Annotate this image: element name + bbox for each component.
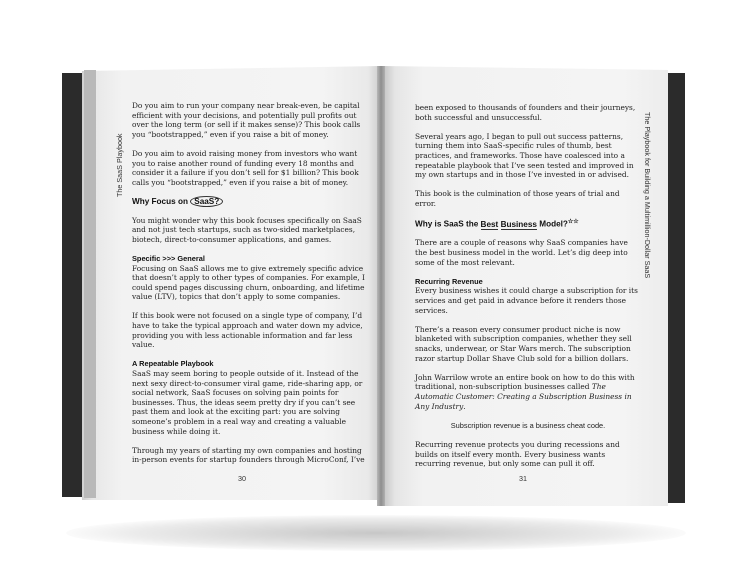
heading-text: Model? [536,219,568,229]
star-doodle-icon: ☆☆ [567,219,579,226]
book-gutter [377,66,385,506]
paragraph: If this book were not focused on a single type of company, I’d have to take the typical approach and water down my advice, providing you with less actionable information and far less value. [132,311,363,350]
paragraph: There’s a reason every consumer product niche is now blanketed with subscription companies, whether they sell snacks, underwear, or Star Wars merch. The subscription razor startup Dollar Shave Club sold for a billion dollars. [415,324,632,363]
paragraph: SaaS may seem boring to people outside of it. Instead of the next sexy direct-to-consumer viral game, ride-sharing app, or social network, SaaS focuses on solving pain points for businesses. Thus, the ideas seem pretty dry if you can’t see past them and look at the exciting part: you are solving someone’s problem in a real way and creating a valuable business while doing it. [132,369,363,436]
paragraph-text: . [463,401,466,411]
book-title: The Automatic Customer: Creating a Subscription Business in Any Industry [415,382,632,411]
paragraph: Do you aim to run your company near break-even, be capital efficient with your decisions, and potentially pull profits out over the long term (or sell if it makes sense)? This book calls you “bootstrapped,” even if you raise a bit of money. [132,101,361,139]
left-page-text [132,101,372,475]
paragraph [415,373,641,411]
paragraph: Recurring revenue protects you during recessions and builds on itself every month. Every business wants recurring revenue, but only some can pull it off. [415,439,620,469]
subheading: Recurring Revenue [415,276,483,286]
paragraph: Focusing on SaaS allows me to give extremely specific advice that doesn’t apply to other types of companies. For example, I could spend pages discussing churn, onboarding, and lifetime value (LTV), topics that don’t apply to some companies. [132,263,365,302]
right-page-text [415,103,641,478]
paragraph: been exposed to thousands of founders and their journeys, both successful and unsuccessful. [415,103,636,122]
paragraph: Through my years of starting my own companies and hosting in-person events for startup founders through MicroConf, I’ve [132,445,365,465]
left-page-number: 30 [238,474,246,483]
paragraph: Every business wishes it could charge a subscription for its services and get paid in advance before it renders those services. [415,286,638,315]
subheading: Specific >>> General [132,253,205,263]
left-running-head: The SaaS Playbook [115,133,124,197]
underlined-word: Best [480,219,499,229]
underlined-word: Business [500,219,537,229]
paragraph: There are a couple of reasons why SaaS companies have the best business model in the world. Let’s dig deep into some of the most relevant. [415,238,628,267]
paragraph: Several years ago, I began to pull out success patterns, turning them into SaaS-specific rules of thumb, best practices, and frameworks. Those have coalesced into a repeatable playbook that I’ve seen tested and improved in my own startups and in those I’ve invested in or advised. [415,131,634,180]
heading-text: Why is SaaS the [415,219,481,229]
paragraph-text: John Warrilow wrote an entire book on how to do this with traditional, non-subscription businesses called [415,372,635,392]
paragraph: This book is the culmination of those years of trial and error. [415,189,620,208]
heading-text: Why Focus on [132,196,191,206]
book-shadow [66,515,686,551]
paragraph: You might wonder why this book focuses specifically on SaaS and not just tech startups, such as two-sided marketplaces, biotech, direct-to-consumer applications, and games. [132,215,362,244]
paragraph: Do you aim to avoid raising money from investors who want you to raise another round of funding every 18 months and consider it a failure if you don’t sell for $1 billion? This book calls you “bootstrapped,” even if you raise a bit of money. [132,148,359,187]
subheading: A Repeatable Playbook [132,359,214,369]
left-page-edge-strip [84,70,96,498]
circled-word: SaaS? [190,196,223,207]
right-running-head: The Playbook for Building a Multimillion-Dollar SaaS [643,112,652,279]
section-heading [415,218,641,229]
section-heading [132,197,372,207]
right-page-number: 31 [519,474,527,483]
callout-quote: Subscription revenue is a business cheat code. [450,420,606,430]
